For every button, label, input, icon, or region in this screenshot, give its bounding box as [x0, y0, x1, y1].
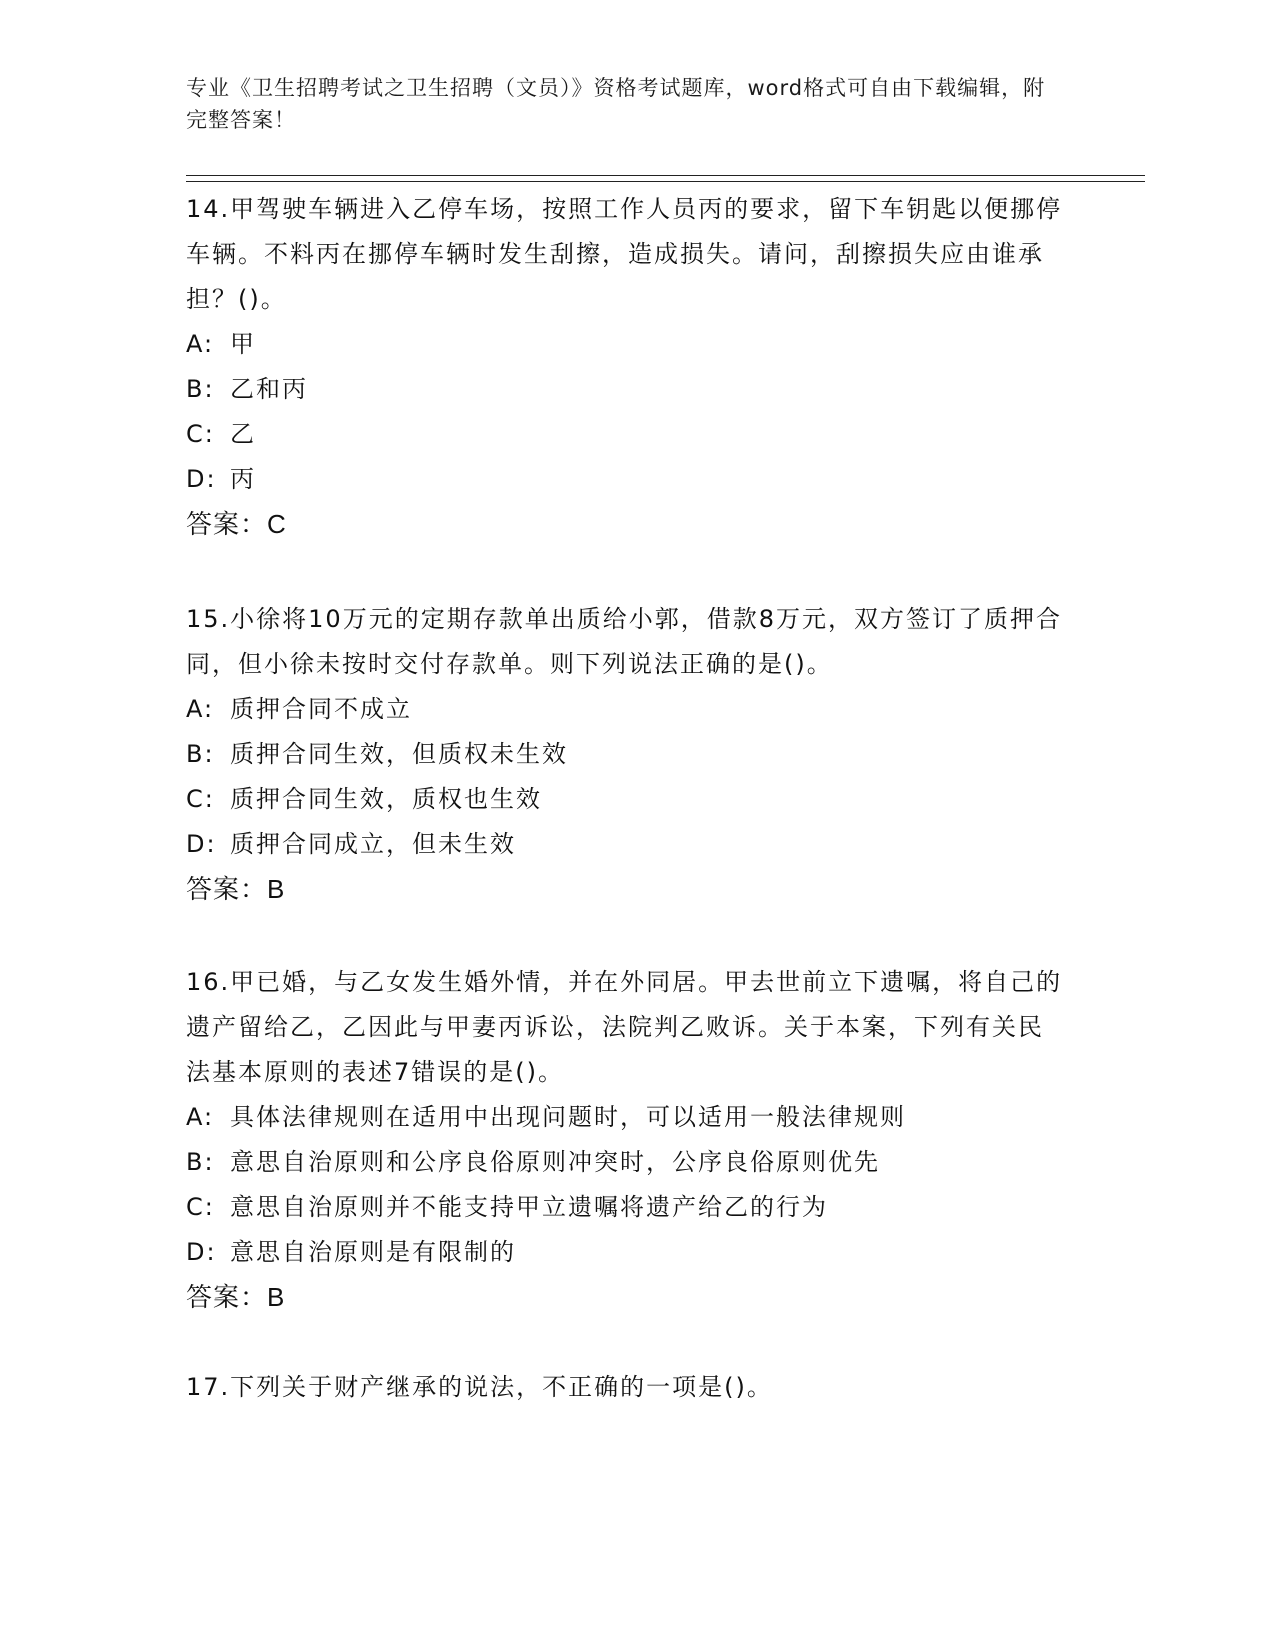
question-text: 17.下列关于财产继承的说法，不正确的一项是()。	[186, 1373, 773, 1401]
option-letter: A:	[186, 1103, 215, 1131]
option-letter: C:	[186, 1193, 215, 1221]
option-b	[186, 367, 1066, 412]
option-text: 质押合同生效，质权也生效	[230, 785, 542, 813]
option-b	[186, 732, 1066, 777]
answer-line: 答案：B	[186, 1282, 286, 1312]
option-letter: A:	[186, 695, 215, 723]
question-text: 14.甲驾驶车辆进入乙停车场，按照工作人员丙的要求，留下车钥匙以便挪停车辆。不料丙在挪停车辆时发生刮擦，造成损失。请问，刮擦损失应由谁承担？()。	[186, 195, 1063, 313]
option-c	[186, 412, 1066, 457]
option-text: 质押合同成立，但未生效	[230, 830, 516, 858]
page-header: 专业《卫生招聘考试之卫生招聘（文员）》资格考试题库，word格式可自由下载编辑，附完整答案！	[186, 76, 1046, 132]
option-text: 甲	[230, 330, 256, 358]
option-a	[186, 322, 1066, 367]
option-letter: B:	[186, 375, 215, 403]
option-letter: C:	[186, 420, 215, 448]
option-text: 质押合同不成立	[230, 695, 412, 723]
option-letter: D:	[186, 465, 217, 493]
header-divider-top	[186, 175, 1145, 176]
option-text: 乙	[230, 420, 256, 448]
header-divider-bottom	[186, 181, 1145, 182]
question-17	[186, 1365, 1066, 1410]
option-letter: C:	[186, 785, 215, 813]
option-letter: A:	[186, 330, 215, 358]
question-16	[186, 960, 1066, 1320]
question-text: 16.甲已婚，与乙女发生婚外情，并在外同居。甲去世前立下遗嘱，将自己的遗产留给乙，乙因此与甲妻丙诉讼，法院判乙败诉。关于本案，下列有关民法基本原则的表述7错误的是()。	[186, 968, 1063, 1086]
option-letter: B:	[186, 1148, 215, 1176]
option-d	[186, 822, 1066, 867]
option-text: 乙和丙	[230, 375, 308, 403]
option-letter: D:	[186, 830, 217, 858]
question-text: 15.小徐将10万元的定期存款单出质给小郭，借款8万元，双方签订了质押合同，但小徐未按时交付存款单。则下列说法正确的是()。	[186, 605, 1062, 678]
option-text: 意思自治原则和公序良俗原则冲突时，公序良俗原则优先	[230, 1148, 880, 1176]
option-text: 意思自治原则并不能支持甲立遗嘱将遗产给乙的行为	[230, 1193, 828, 1221]
question-14	[186, 187, 1066, 547]
option-c	[186, 1185, 1066, 1230]
question-15	[186, 597, 1066, 912]
option-a	[186, 687, 1066, 732]
option-letter: D:	[186, 1238, 217, 1266]
option-a	[186, 1095, 1066, 1140]
answer-line: 答案：B	[186, 874, 286, 904]
option-c	[186, 777, 1066, 822]
option-text: 具体法律规则在适用中出现问题时，可以适用一般法律规则	[230, 1103, 906, 1131]
option-text: 丙	[230, 465, 256, 493]
option-d	[186, 1230, 1066, 1275]
option-text: 意思自治原则是有限制的	[230, 1238, 516, 1266]
option-d	[186, 457, 1066, 502]
option-b	[186, 1140, 1066, 1185]
option-letter: B:	[186, 740, 215, 768]
option-text: 质押合同生效，但质权未生效	[230, 740, 568, 768]
answer-line: 答案：C	[186, 509, 287, 539]
